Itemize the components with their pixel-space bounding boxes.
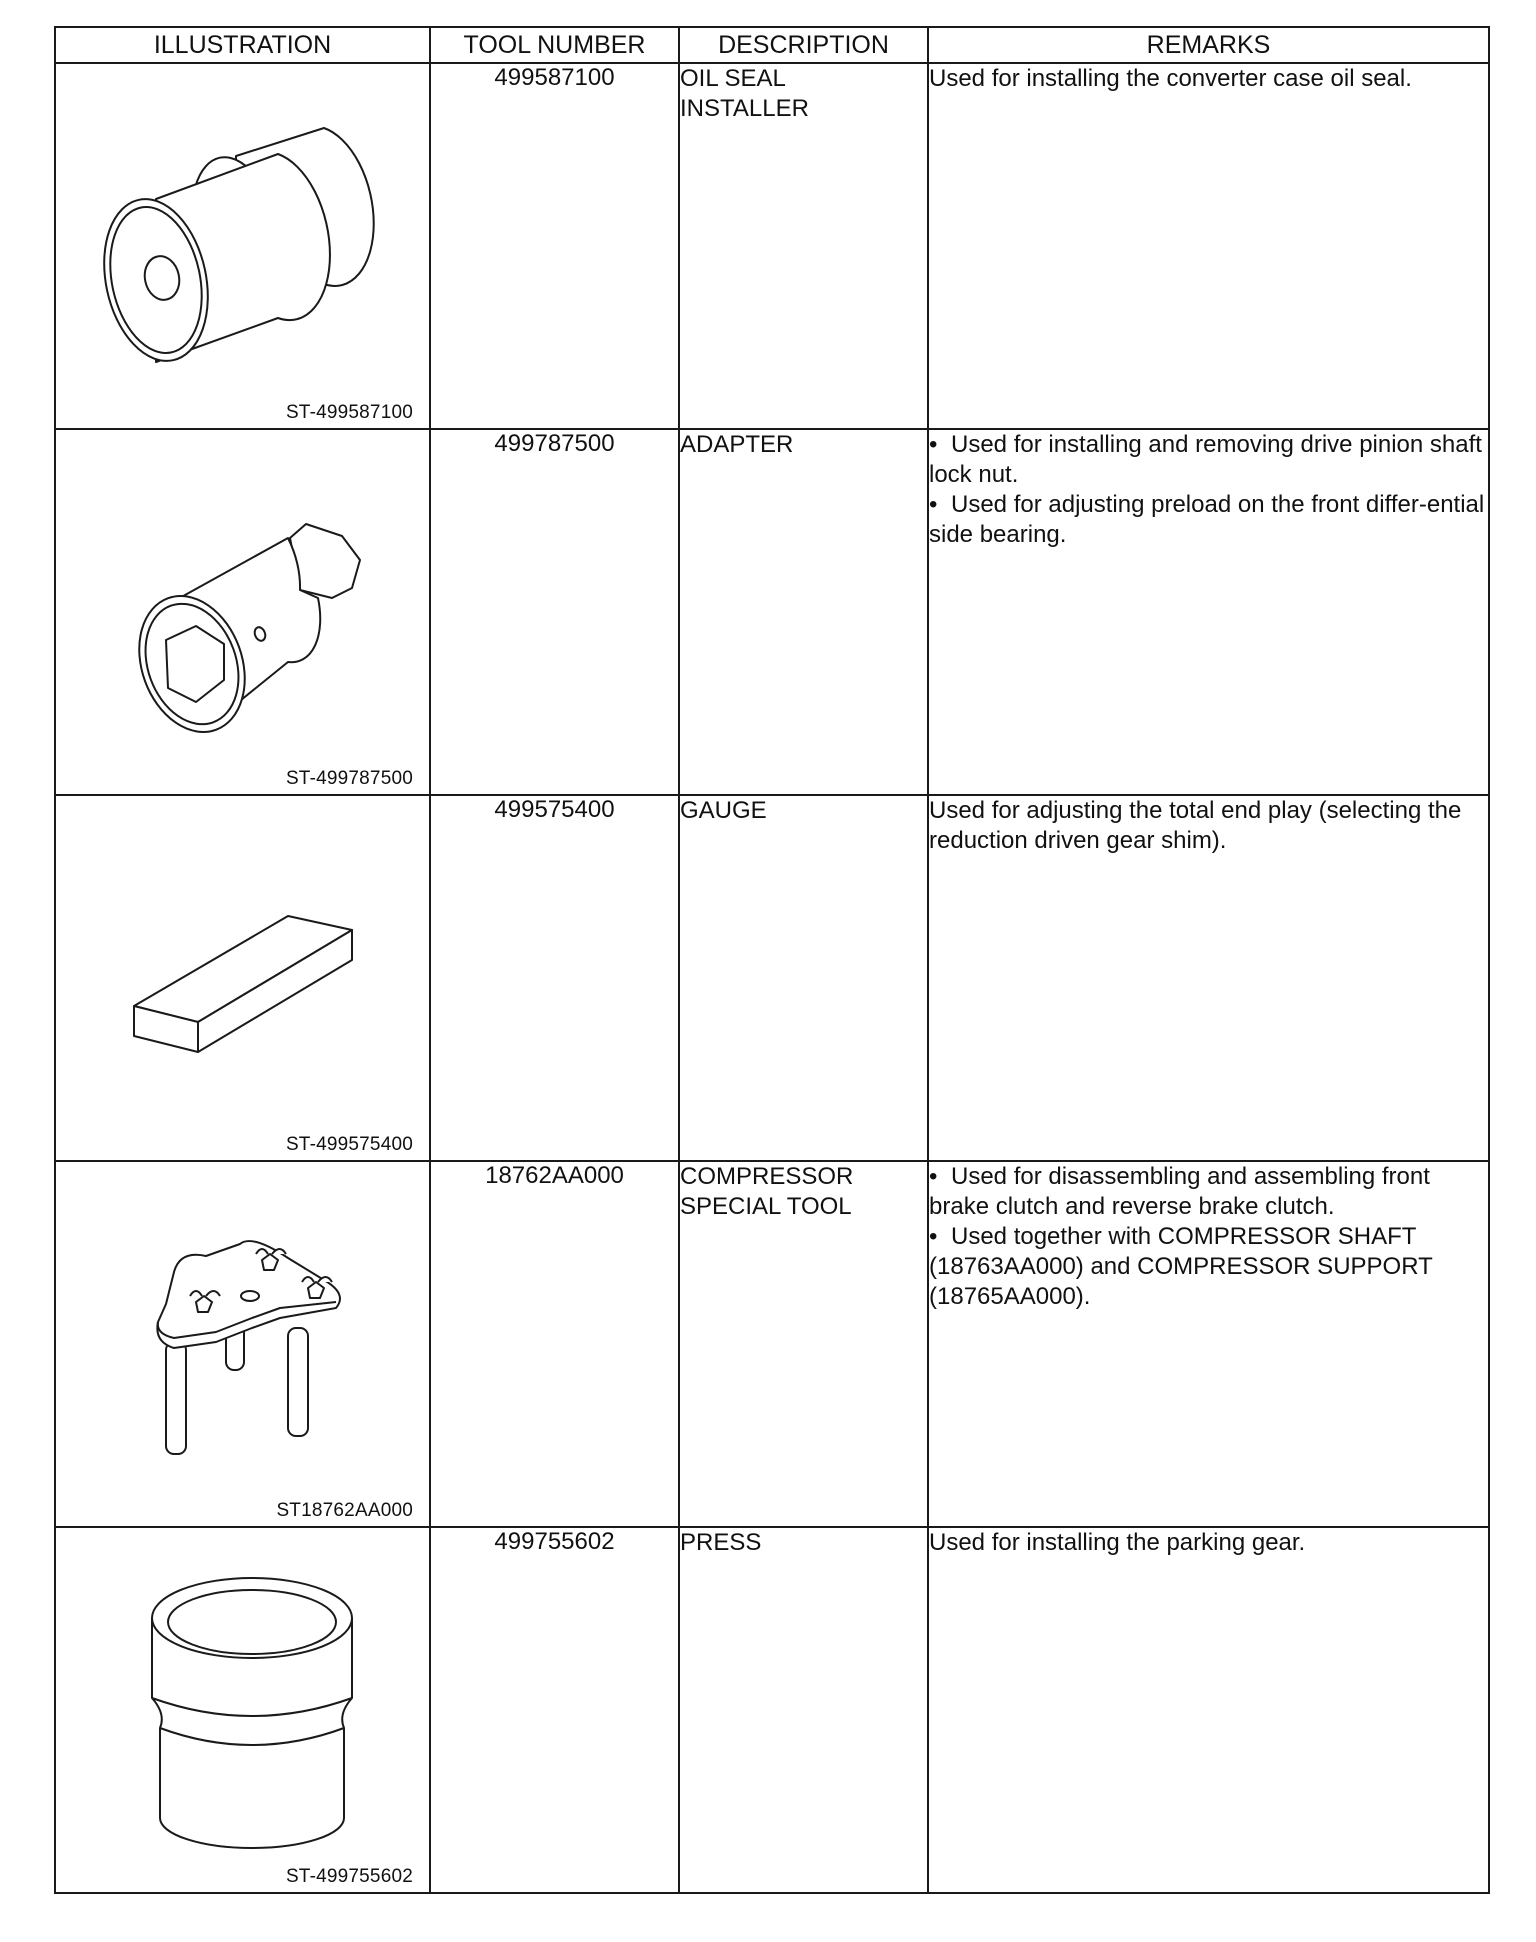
tool-number: 499755602 bbox=[430, 1527, 679, 1893]
header-remarks: REMARKS bbox=[928, 27, 1489, 63]
description: PRESS bbox=[679, 1527, 928, 1893]
table-row bbox=[55, 63, 1489, 429]
tool-number: 499587100 bbox=[430, 63, 679, 429]
table-row bbox=[55, 1161, 1489, 1527]
remark-text: Used together with COMPRESSOR SHAFT (18763AA000) and COMPRESSOR SUPPORT (18765AA000). bbox=[929, 1223, 1433, 1310]
illustration-cell bbox=[55, 1161, 430, 1527]
remarks bbox=[928, 1161, 1489, 1527]
remark-bullet-item bbox=[929, 490, 1488, 550]
header-description: DESCRIPTION bbox=[679, 27, 928, 63]
table-row bbox=[55, 795, 1489, 1161]
description: GAUGE bbox=[679, 795, 928, 1161]
tool-number: 499787500 bbox=[430, 429, 679, 795]
illustration-label: ST-499587100 bbox=[285, 402, 413, 423]
description: OIL SEAL INSTALLER bbox=[679, 63, 928, 429]
illustration-cell bbox=[55, 795, 430, 1161]
illustration-label: ST18762AA000 bbox=[276, 1500, 413, 1521]
adapter-socket-drawing-icon bbox=[56, 430, 431, 794]
remarks bbox=[928, 429, 1489, 795]
oil-seal-installer-drawing-icon bbox=[56, 64, 431, 428]
illustration-cell bbox=[55, 63, 430, 429]
tool-number: 499575400 bbox=[430, 795, 679, 1161]
remark-bullet-item bbox=[929, 1222, 1488, 1312]
remark-text: Used for installing the converter case oil seal. bbox=[929, 65, 1412, 92]
illustration-label: ST-499787500 bbox=[285, 768, 413, 789]
table-row bbox=[55, 429, 1489, 795]
gauge-block-drawing-icon bbox=[56, 796, 431, 1160]
remark-text: Used for disassembling and assembling front brake clutch and reverse brake clutch. bbox=[929, 1163, 1430, 1220]
bullet-icon: • bbox=[929, 491, 938, 518]
table-header-row bbox=[55, 27, 1489, 63]
illustration-cell bbox=[55, 1527, 430, 1893]
press-cup-drawing-icon bbox=[56, 1528, 431, 1892]
special-tools-table bbox=[54, 26, 1490, 1894]
bullet-icon: • bbox=[929, 431, 938, 458]
remark-text: Used for installing the parking gear. bbox=[929, 1529, 1306, 1556]
remark-bullet-item bbox=[929, 430, 1488, 490]
bullet-icon: • bbox=[929, 1163, 938, 1190]
bullet-icon: • bbox=[929, 1223, 938, 1250]
remarks bbox=[928, 1527, 1489, 1893]
description: COMPRESSOR SPECIAL TOOL bbox=[679, 1161, 928, 1527]
description: ADAPTER bbox=[679, 429, 928, 795]
remarks bbox=[928, 63, 1489, 429]
remarks bbox=[928, 795, 1489, 1161]
table-row bbox=[55, 1527, 1489, 1893]
tool-number: 18762AA000 bbox=[430, 1161, 679, 1527]
header-illustration: ILLUSTRATION bbox=[55, 27, 430, 63]
remark-text: Used for adjusting the total end play (selecting the reduction driven gear shim). bbox=[929, 797, 1462, 854]
header-tool-number: TOOL NUMBER bbox=[430, 27, 679, 63]
remark-bullet-item bbox=[929, 1162, 1488, 1222]
illustration-label: ST-499755602 bbox=[285, 1866, 413, 1887]
remark-text: Used for installing and removing drive pinion shaft lock nut. bbox=[929, 431, 1482, 488]
illustration-cell bbox=[55, 429, 430, 795]
compressor-special-tool-drawing-icon bbox=[56, 1162, 431, 1526]
remark-text: Used for adjusting preload on the front differ-ential side bearing. bbox=[929, 491, 1485, 548]
illustration-label: ST-499575400 bbox=[285, 1134, 413, 1155]
